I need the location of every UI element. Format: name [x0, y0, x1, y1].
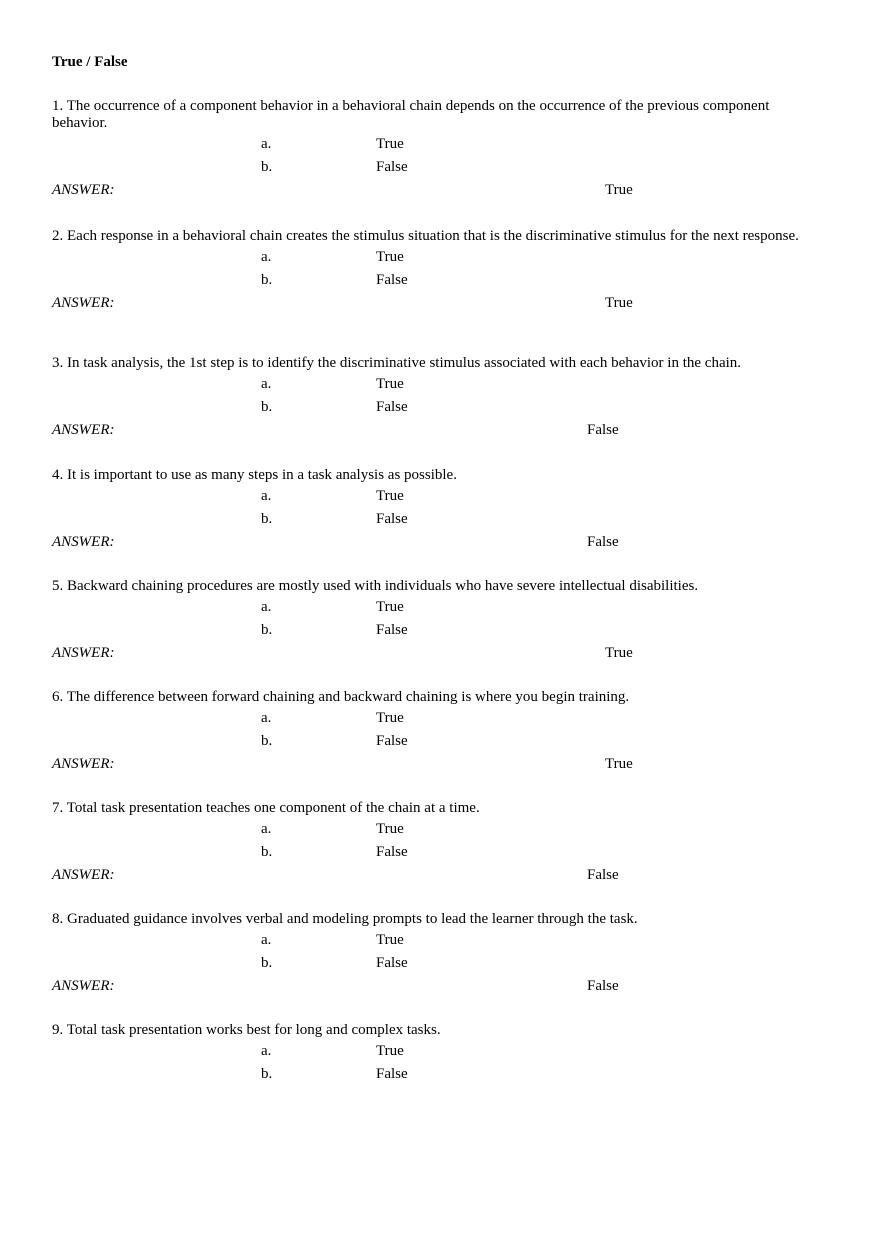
option-b[interactable] [52, 733, 822, 756]
question-stem: 9. Total task presentation works best for long and complex tasks. [52, 1022, 441, 1038]
answer-row [52, 534, 822, 551]
question-7 [52, 800, 822, 884]
answer-value: False [587, 422, 619, 438]
answer-value: True [605, 182, 633, 198]
option-letter: b. [261, 1066, 273, 1082]
question-6 [52, 689, 822, 773]
question-5 [52, 578, 822, 662]
option-letter: b. [261, 159, 273, 175]
question-stem: 5. Backward chaining procedures are mostly used with individuals who have severe intellectual disabilities. [52, 578, 699, 594]
option-text: False [376, 399, 408, 415]
answer-row [52, 756, 822, 773]
option-letter: a. [261, 488, 272, 504]
question-2 [52, 228, 822, 312]
option-letter: a. [261, 932, 272, 948]
question-3 [52, 355, 822, 439]
answer-label: ANSWER: [52, 182, 115, 198]
answer-row [52, 295, 822, 312]
option-text: True [376, 710, 404, 726]
answer-label: ANSWER: [52, 867, 115, 883]
option-b[interactable] [52, 622, 822, 645]
answer-label: ANSWER: [52, 645, 115, 661]
option-a[interactable] [52, 932, 822, 955]
answer-label: ANSWER: [52, 534, 115, 550]
question-stem: 8. Graduated guidance involves verbal and modeling prompts to lead the learner through the task. [52, 911, 638, 927]
answer-label: ANSWER: [52, 756, 115, 772]
option-list [52, 376, 822, 422]
option-text: True [376, 932, 404, 948]
question-stem: 1. The occurrence of a component behavior in a behavioral chain depends on the occurrence of the previous component behavior. [52, 98, 770, 131]
option-list [52, 488, 822, 534]
answer-row [52, 182, 822, 199]
option-letter: b. [261, 844, 273, 860]
option-list [52, 710, 822, 756]
question-stem: 4. It is important to use as many steps in a task analysis as possible. [52, 467, 457, 483]
option-letter: a. [261, 710, 272, 726]
option-list [52, 932, 822, 978]
option-a[interactable] [52, 249, 822, 272]
question-8 [52, 911, 822, 995]
option-letter: a. [261, 821, 272, 837]
option-letter: a. [261, 599, 272, 615]
answer-label: ANSWER: [52, 295, 115, 311]
option-text: False [376, 1066, 408, 1082]
answer-row [52, 422, 822, 439]
option-list [52, 136, 822, 182]
answer-label: ANSWER: [52, 978, 115, 994]
answer-value: False [587, 534, 619, 550]
option-letter: a. [261, 376, 272, 392]
question-9 [52, 1022, 822, 1089]
option-letter: b. [261, 272, 273, 288]
option-letter: a. [261, 249, 272, 265]
option-list [52, 1043, 822, 1089]
option-a[interactable] [52, 1043, 822, 1066]
option-a[interactable] [52, 376, 822, 399]
option-list [52, 249, 822, 295]
option-a[interactable] [52, 599, 822, 622]
question-stem: 6. The difference between forward chaining and backward chaining is where you begin training. [52, 689, 630, 705]
answer-row [52, 978, 822, 995]
option-list [52, 821, 822, 867]
option-b[interactable] [52, 272, 822, 295]
option-text: True [376, 1043, 404, 1059]
answer-value: True [605, 295, 633, 311]
option-letter: a. [261, 136, 272, 152]
question-4 [52, 467, 822, 551]
option-letter: b. [261, 622, 273, 638]
question-1 [52, 98, 822, 199]
option-letter: b. [261, 955, 273, 971]
answer-value: True [605, 645, 633, 661]
option-b[interactable] [52, 955, 822, 978]
section-title: True / False [52, 54, 128, 70]
option-list [52, 599, 822, 645]
option-text: True [376, 821, 404, 837]
option-text: False [376, 511, 408, 527]
answer-value: False [587, 867, 619, 883]
answer-label: ANSWER: [52, 422, 115, 438]
option-text: False [376, 622, 408, 638]
option-text: True [376, 376, 404, 392]
option-text: False [376, 159, 408, 175]
answer-row [52, 867, 822, 884]
option-letter: b. [261, 399, 273, 415]
option-a[interactable] [52, 821, 822, 844]
option-b[interactable] [52, 399, 822, 422]
option-text: True [376, 249, 404, 265]
option-text: False [376, 844, 408, 860]
question-stem: 2. Each response in a behavioral chain creates the stimulus situation that is the discriminative stimulus for the next response. [52, 228, 799, 244]
answer-row [52, 645, 822, 662]
option-a[interactable] [52, 488, 822, 511]
answer-value: False [587, 978, 619, 994]
option-b[interactable] [52, 1066, 822, 1089]
option-text: True [376, 136, 404, 152]
question-stem: 3. In task analysis, the 1st step is to identify the discriminative stimulus associated with each behavior in the chain. [52, 355, 742, 371]
option-a[interactable] [52, 136, 822, 159]
document-page [52, 54, 822, 1082]
option-b[interactable] [52, 511, 822, 534]
option-text: False [376, 955, 408, 971]
option-a[interactable] [52, 710, 822, 733]
option-text: True [376, 488, 404, 504]
option-letter: a. [261, 1043, 272, 1059]
option-b[interactable] [52, 844, 822, 867]
option-text: False [376, 272, 408, 288]
option-b[interactable] [52, 159, 822, 182]
option-letter: b. [261, 511, 273, 527]
question-stem: 7. Total task presentation teaches one component of the chain at a time. [52, 800, 480, 816]
option-text: False [376, 733, 408, 749]
answer-value: True [605, 756, 633, 772]
option-text: True [376, 599, 404, 615]
option-letter: b. [261, 733, 273, 749]
